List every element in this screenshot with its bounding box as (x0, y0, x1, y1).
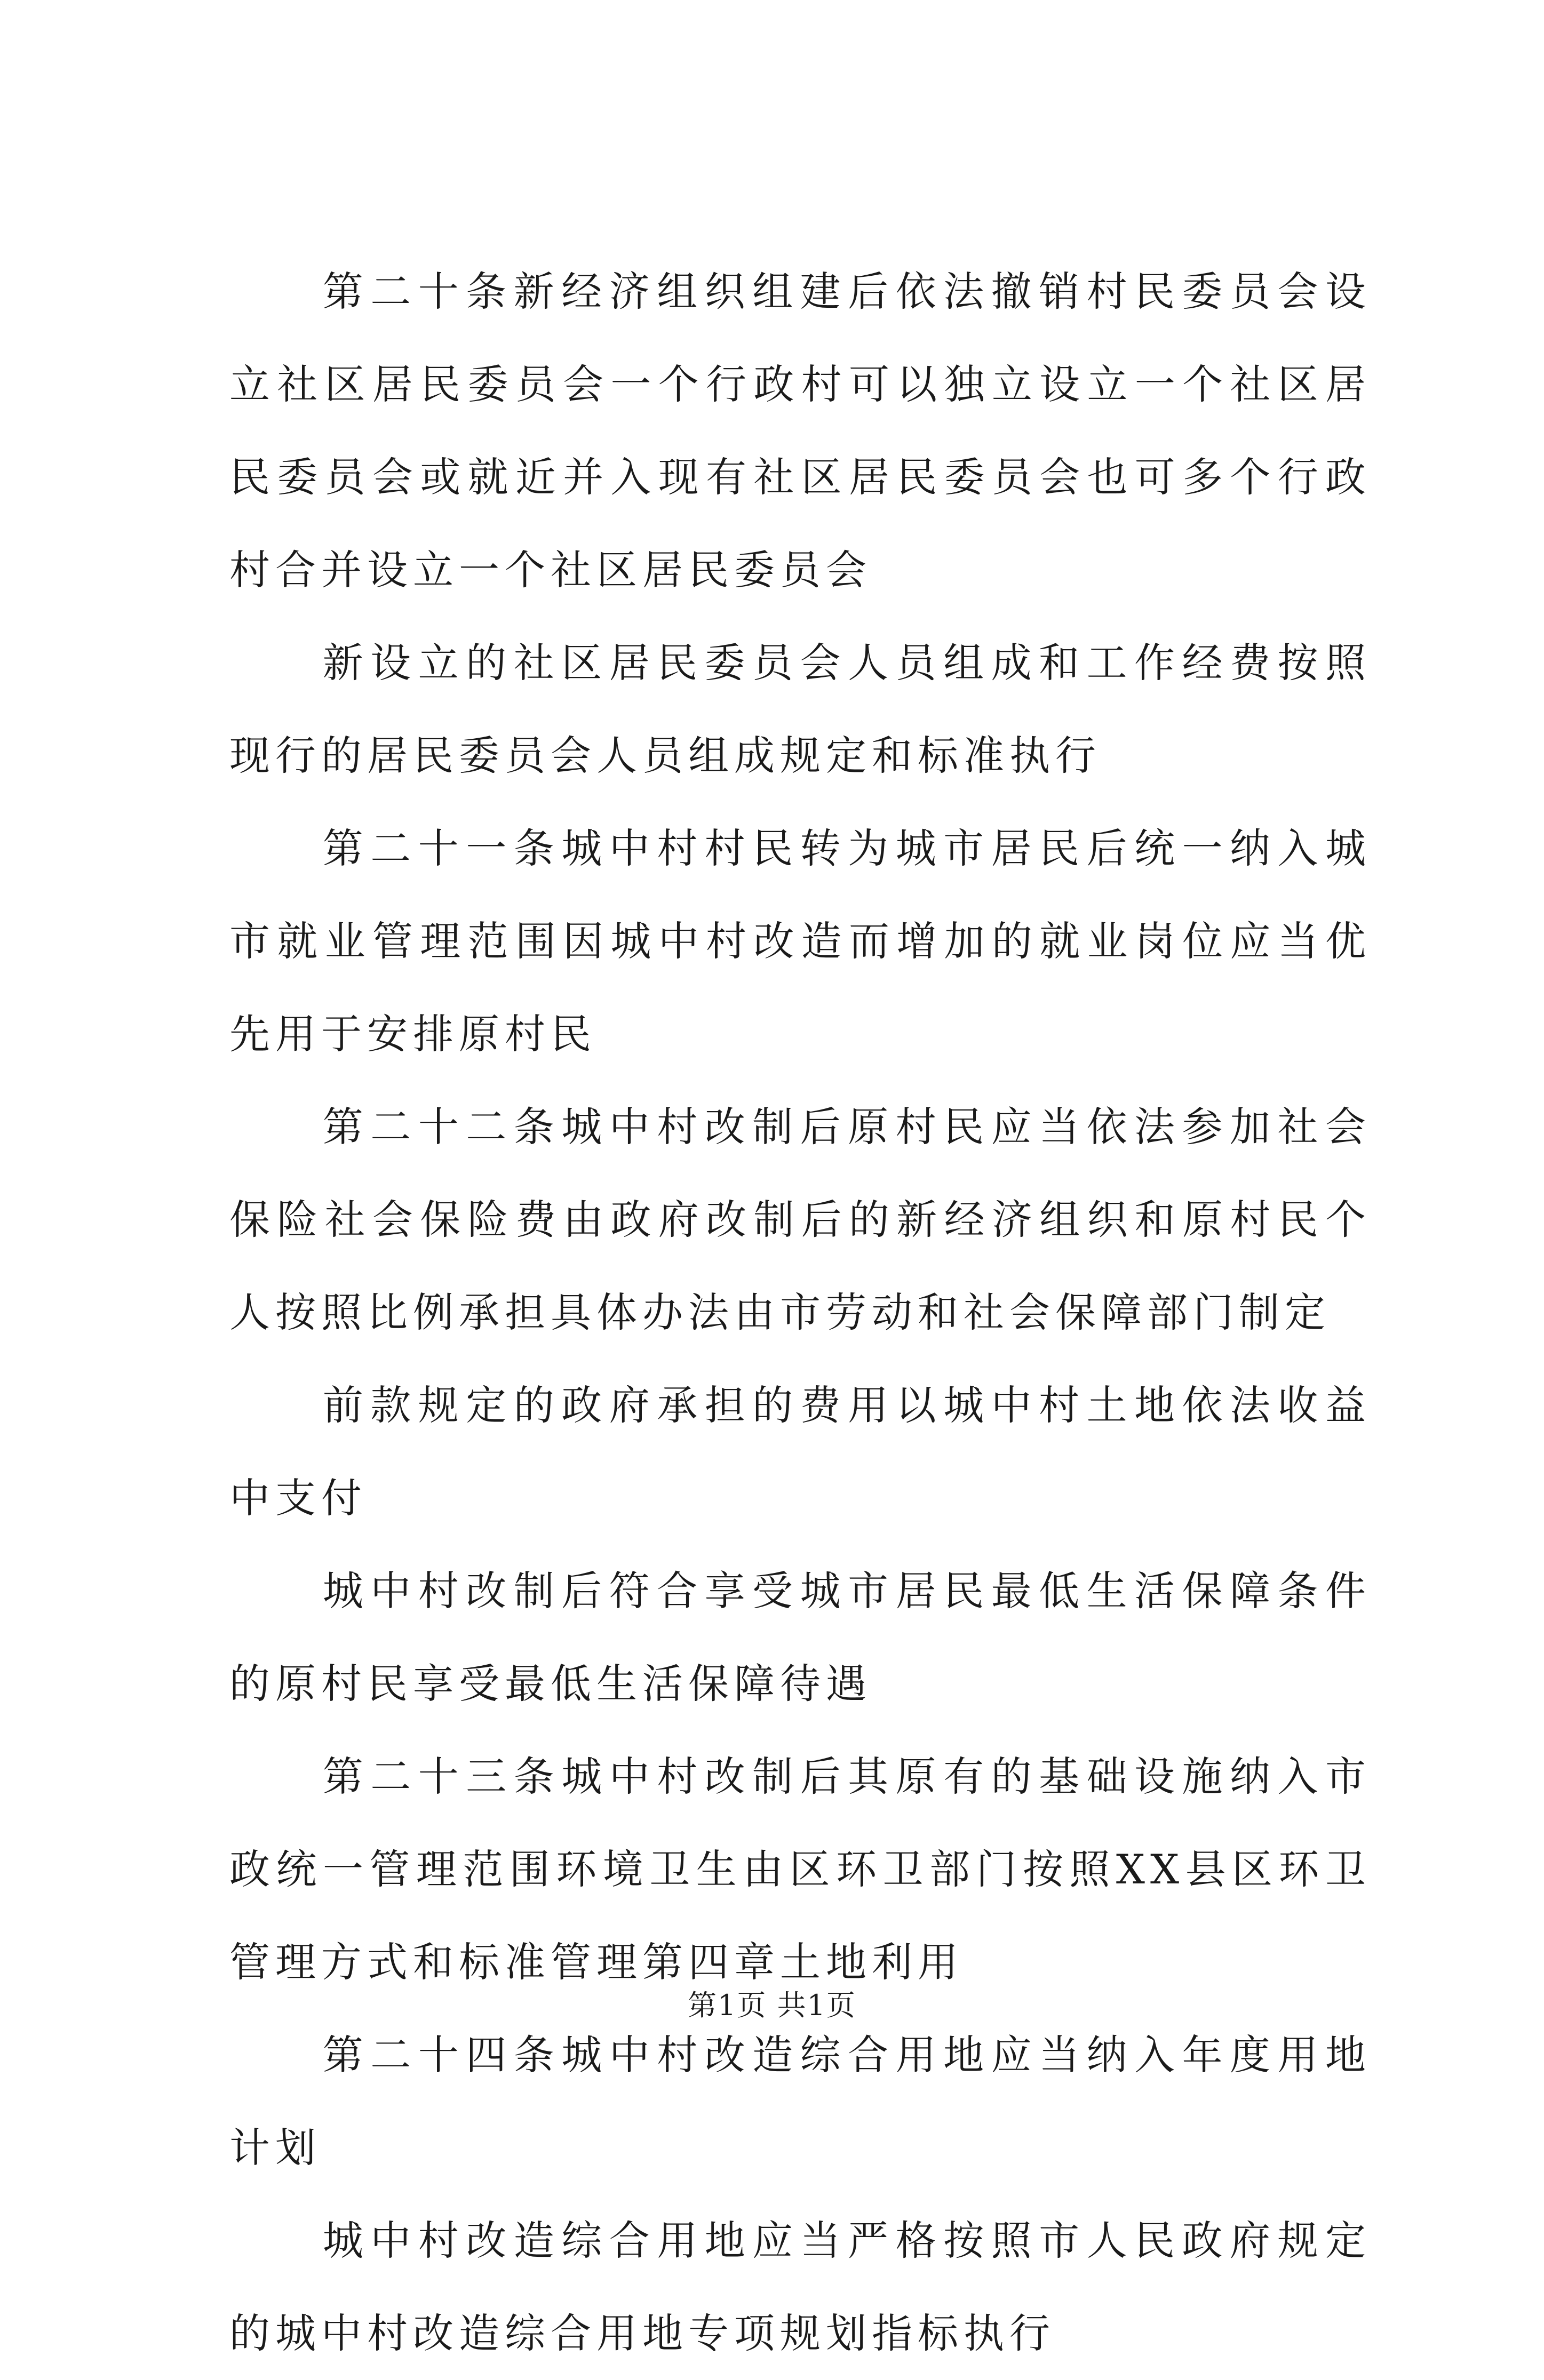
paragraph-article-22: 第二十二条城中村改制后原村民应当依法参加社会保险社会保险费由政府改制后的新经济组织和原村民个人按照比例承担具体办法由市劳动和社会保障部门制定 (229, 1103, 1371, 1336)
paragraph-resident-committee-staffing: 新设立的社区居民委员会人员组成和工作经费按照现行的居民委员会人员组成规定和标准执行 (229, 639, 1371, 779)
paragraph-government-expense: 前款规定的政府承担的费用以城中村土地依法收益中支付 (229, 1381, 1371, 1522)
page-footer: 第1页 共1页 (688, 1988, 856, 2022)
document-body (229, 245, 1371, 2380)
paragraph-article-20: 第二十条新经济组织组建后依法撤销村民委员会设立社区居民委员会一个行政村可以独立设立一个社区居民委员会或就近并入现有社区居民委员会也可多个行政村合并设立一个社区居民委员会 (229, 268, 1371, 594)
paragraph-minimum-living-security: 城中村改制后符合享受城市居民最低生活保障条件的原村民享受最低生活保障待遇 (229, 1567, 1371, 1707)
paragraph-article-23: 第二十三条城中村改制后其原有的基础设施纳入市政统一管理范围环境卫生由区环卫部门按照XX县区环卫管理方式和标准管理第四章土地利用 (229, 1753, 1371, 1986)
paragraph-land-use-planning: 城中村改造综合用地应当严格按照市人民政府规定的城中村改造综合用地专项规划指标执行 (229, 2217, 1371, 2357)
paragraph-article-21: 第二十一条城中村村民转为城市居民后统一纳入城市就业管理范围因城中村改造而增加的就业岗位应当优先用于安排原村民 (229, 825, 1371, 1058)
paragraph-article-24: 第二十四条城中村改造综合用地应当纳入年度用地计划 (229, 2031, 1371, 2171)
